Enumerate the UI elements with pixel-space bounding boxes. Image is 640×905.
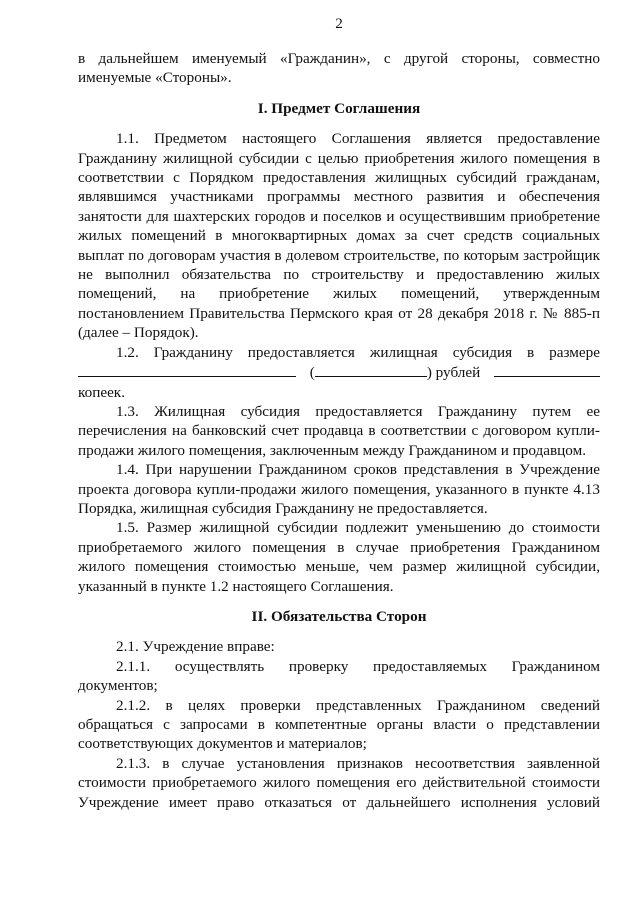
page-number: 2: [335, 15, 343, 32]
paren-close-rubles: ) рублей: [426, 364, 481, 382]
clause-2-1-3: 2.1.3. в случае установления признаков несоответствия заявленной стоимости приобретаемого жилого помещения его действительной стоимости Учреждение имеет право отказаться от дальнейшего исполнения условий: [78, 754, 600, 811]
clause-2-1-1: 2.1.1. осуществлять проверку предоставляемых Гражданином документов;: [78, 657, 600, 695]
clause-2-1: 2.1. Учреждение вправе:: [116, 638, 275, 656]
clause-1-2-kopeks: копеек.: [78, 383, 125, 401]
clause-1-3: 1.3. Жилищная субсидия предоставляется Гражданину путем ее перечисления на банковский счет продавца в соответствии с договором купли-продажи жилого помещения, заключенным между Гражданином и продавцом.: [78, 402, 600, 459]
section-1-heading: I. Предмет Соглашения: [257, 99, 421, 117]
paren-open: (: [309, 364, 315, 382]
clause-1-2-amount-line: [78, 362, 600, 382]
amount-words-blank[interactable]: [315, 362, 427, 377]
clause-1-2-text: 1.2. Гражданину предоставляется жилищная субсидия в размере: [116, 343, 600, 361]
section-2-heading: II. Обязательства Сторон: [251, 607, 427, 625]
amount-words-group: [310, 362, 481, 382]
amount-digits-blank[interactable]: [78, 362, 296, 377]
kopeks-blank[interactable]: [494, 362, 600, 377]
clause-1-4: 1.4. При нарушении Гражданином сроков представления в Учреждение проекта договора купли-продажи жилого помещения, указанного в пункте 4.13 Порядка, жилищная субсидия Гражданину не предоставляется.: [78, 461, 600, 517]
clause-1-1: 1.1. Предметом настоящего Соглашения является предоставление Гражданину жилищной субсидии с целью приобретения жилого помещения в соответствии с Порядком предоставления жилищных субсидий гражданам, являвшимся участниками программы местного развития и обеспечения занятости для шахтерских городов и поселков и осуществившим приобретение жилых помещений в многоквартирных домах за счет средств социальных выплат по договорам участия в долевом строительстве, по которым застройщик не выполнил обязательства по строительству и предоставлению жилых помещений, на приобретение жилых помещений, утвержденным постановлением Правительства Пермского края от 28 декабря 2018 г. № 885-п (далее – Порядок).: [78, 130, 600, 342]
clause-1-5: 1.5. Размер жилищной субсидии подлежит уменьшению до стоимости приобретаемого жилого помещения в случае приобретения Гражданином жилого помещения стоимостью меньше, чем размер жилищной субсидии, указанный в пункте 1.2 настоящего Соглашения.: [78, 519, 600, 595]
intro-paragraph: в дальнейшем именуемый «Гражданин», с другой стороны, совместно именуемые «Стороны».: [78, 50, 600, 87]
clause-2-1-2: 2.1.2. в целях проверки представленных Гражданином сведений обращаться с запросами в компетентные органы власти о представлении соответствующих документов и материалов;: [78, 696, 600, 753]
document-page: [78, 14, 600, 812]
clause-1-2: [78, 343, 600, 402]
